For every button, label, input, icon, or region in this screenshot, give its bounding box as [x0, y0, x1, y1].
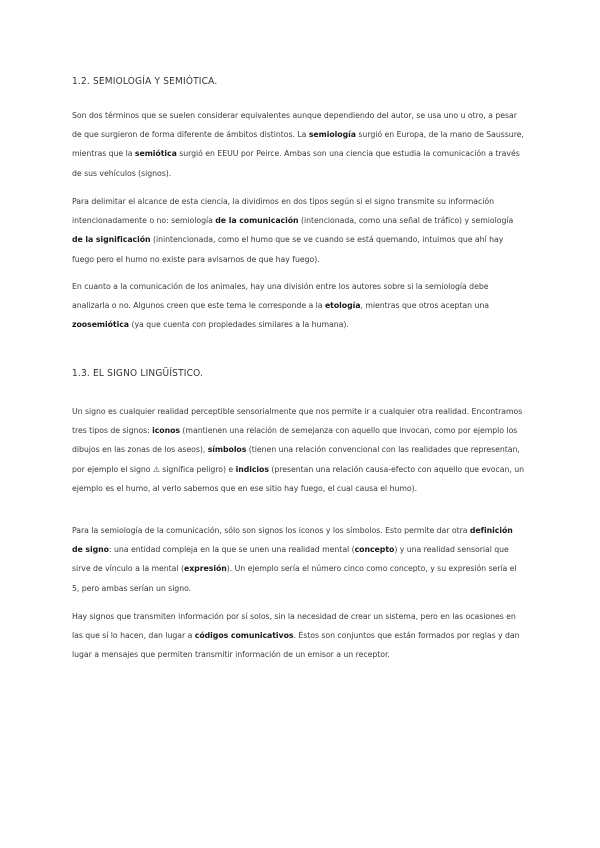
bold-term: zoosemiótica — [72, 320, 130, 330]
paragraph-text: Hay signos que transmiten información por sí solos, sin la necesidad de crear un sistema, pero en las ocasiones en las que sí lo hacen, dan lugar a — [72, 612, 516, 641]
bold-term: expresión — [183, 564, 227, 574]
paragraph-text: (presentan una relación causa-efecto con aquello que evocan, un ejemplo es el humo, al verlo sabemos que en ese sitio hay fuego, el cual causa el humo). — [72, 464, 524, 493]
paragraph-text: (intencionada, como una señal de tráfico) y semiología — [298, 216, 514, 226]
bold-term: de la significación — [72, 235, 151, 245]
paragraph-text: Son dos términos que se suelen considerar equivalentes aunque dependiendo del autor, se usa uno u otro, a pesar de que surgieron de forma diferente de ámbitos distintos. La — [72, 111, 517, 140]
bold-term: códigos comunicativos — [194, 631, 294, 641]
paragraph-text: En cuanto a la comunicación de los animales, hay una división entre los autores sobre si la semiología debe analizarla o no. Algunos creen que este tema le corresponde a la — [72, 282, 489, 311]
bold-term: indicios — [235, 464, 269, 474]
paragraph — [72, 521, 524, 598]
paragraph-text: Para la semiología de la comunicación, sólo son signos los iconos y los símbolos. Esto permite dar otra — [72, 526, 470, 535]
paragraph — [72, 607, 524, 665]
bold-term: etología — [324, 301, 361, 311]
bold-term: de la comunicación — [215, 216, 299, 226]
paragraph-text: Para delimitar el alcance de esta ciencia, la dividimos en dos tipos según si el signo transmite su información intencionadamente o no: semiología — [72, 197, 494, 226]
paragraph — [72, 106, 524, 183]
bold-term: concepto — [354, 545, 395, 555]
bold-term: símbolos — [207, 445, 247, 455]
bold-term: semiología — [308, 130, 356, 140]
paragraph — [72, 192, 524, 269]
bold-term: iconos — [152, 426, 180, 436]
paragraph-text: (mantienen una relación de semejanza con aquello que invocan, como por ejemplo los dibujos en las zonas de los aseos), — [72, 426, 518, 455]
paragraph — [72, 277, 524, 335]
paragraph-text: (ya que cuenta con propiedades similares a la humana). — [129, 320, 349, 330]
paragraph-text: ) y una realidad sensorial que sirve de vínculo a la mental ( — [72, 545, 509, 574]
paragraph-text: Un signo es cualquier realidad perceptible sensorialmente que nos permite ir a cualquier otra realidad. Encontramos tres tipos de signos: — [72, 407, 523, 436]
paragraph-text: ). Un ejemplo sería el número cinco como concepto, y su expresión sería el 5, pero ambas serían un signo. — [72, 564, 517, 593]
paragraph-text: (inintencionada, como el humo que se ve cuando se está quemando, intuimos que ahí hay fuego pero el humo no existe para avisarnos de que hay fuego). — [72, 235, 504, 264]
paragraph — [72, 402, 524, 498]
paragraph-text: : una entidad compleja en la que se unen una realidad mental ( — [109, 545, 355, 555]
paragraph-text: surgió en EEUU por Peirce. Ambas son una ciencia que estudia la comunicación a través de sus vehículos (signos). — [72, 149, 520, 178]
paragraph-text: (tienen una relación convencional con las realidades que representan, por ejemplo el signo ⚠ significa peligro) e — [72, 445, 520, 474]
paragraph-text: , mientras que otros aceptan una — [360, 301, 489, 311]
bold-term: definición de signo — [72, 526, 513, 555]
paragraph-text: . Éstos son conjuntos que están formados por reglas y dan lugar a mensajes que permiten transmitir información de un emisor a un receptor. — [72, 631, 520, 660]
bold-term: semiótica — [134, 149, 177, 159]
section-heading-semiologia: 1.2. SEMIOLOGÍA Y SEMIÓTICA. — [72, 76, 218, 87]
section-heading-signo-linguistico: 1.3. EL SIGNO LINGÜÍSTICO. — [72, 368, 204, 379]
paragraph-text: surgió en Europa, de la mano de Saussure, mientras que la — [72, 130, 524, 159]
